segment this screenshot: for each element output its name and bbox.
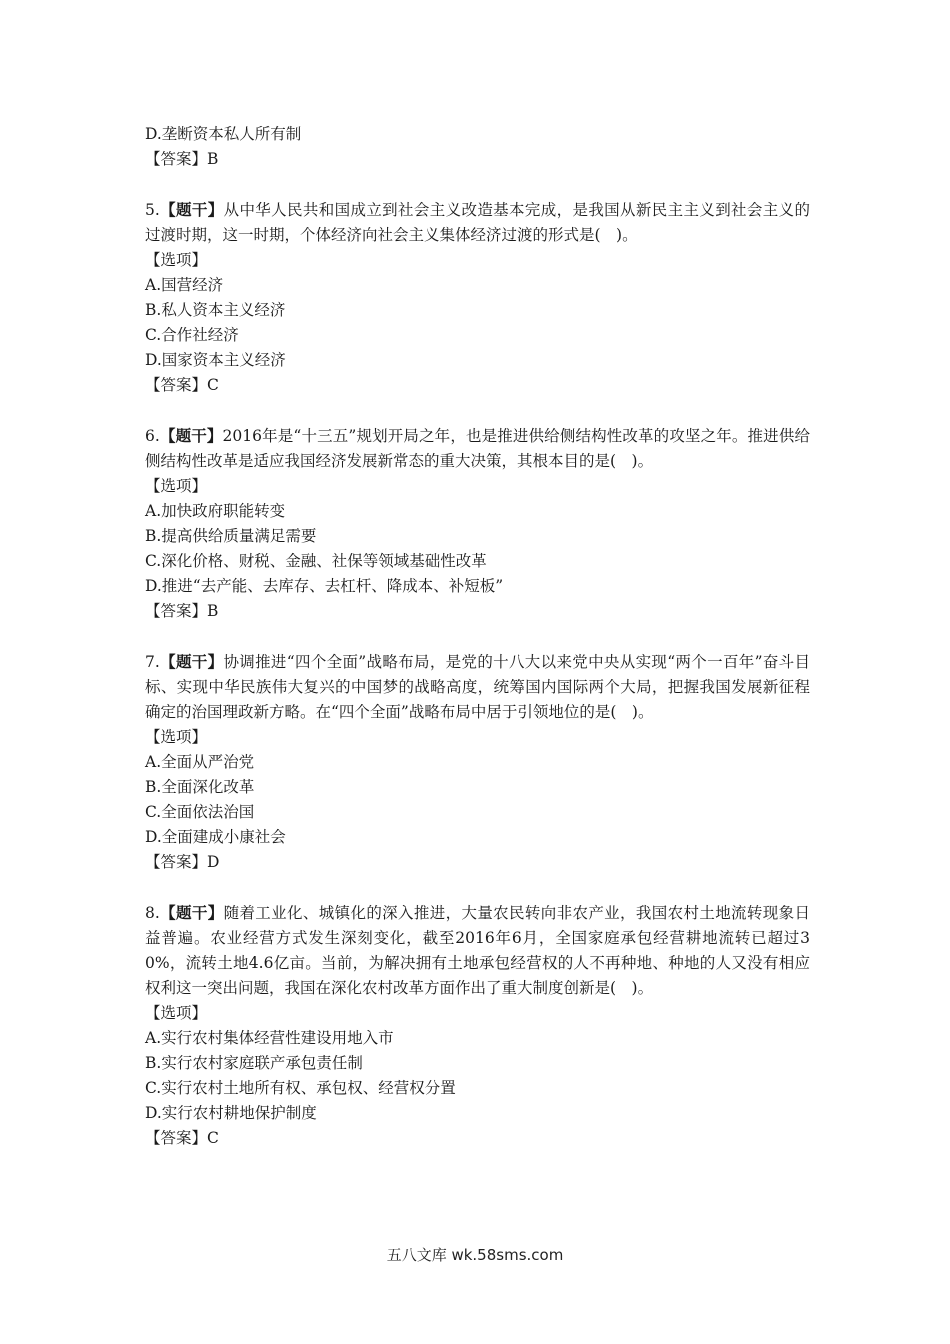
question-number: 8. <box>145 904 160 922</box>
stem-label: 【题干】 <box>159 426 223 445</box>
option-b: B.全面深化改革 <box>145 778 255 796</box>
option-a: A.实行农村集体经营性建设用地入市 <box>145 1029 394 1047</box>
answer: 【答案】D <box>145 853 220 871</box>
document-body <box>145 122 810 1151</box>
stem-text: 随着工业化、城镇化的深入推进，大量农民转向非农产业，我国农村土地流转现象日益普遍。农业经营方式发生深刻变化，截至2016年6月，全国家庭承包经营耕地流转已超过30%，流转土地4.6亿亩。当前，为解决拥有土地承包经营权的人不再种地、种地的人又没有相应权利这一突出问题，我国在深化农村改革方面作出了重大制度创新是( )。 <box>145 904 810 997</box>
option-d: D.实行农村耕地保护制度 <box>145 1104 317 1122</box>
question-8 <box>145 900 810 1151</box>
stem-text: 从中华人民共和国成立到社会主义改造基本完成，是我国从新民主主义到社会主义的过渡时期，这一时期，个体经济向社会主义集体经济过渡的形式是( )。 <box>145 201 810 244</box>
option-d: D.推进“去产能、去库存、去杠杆、降成本、补短板” <box>145 577 504 595</box>
options-label: 【选项】 <box>145 728 208 746</box>
option-d: D.国家资本主义经济 <box>145 351 286 369</box>
options-label: 【选项】 <box>145 251 208 269</box>
answer: 【答案】B <box>145 150 219 168</box>
question-5 <box>145 197 810 398</box>
option-a: A.加快政府职能转变 <box>145 502 286 520</box>
option-b: B.提高供给质量满足需要 <box>145 527 317 545</box>
question-6 <box>145 423 810 624</box>
answer: 【答案】C <box>145 1129 219 1147</box>
stem-text: 2016年是“十三五”规划开局之年，也是推进供给侧结构性改革的攻坚之年。推进供给侧结构性改革是适应我国经济发展新常态的重大决策，其根本目的是( )。 <box>145 427 810 470</box>
option-c: C.实行农村土地所有权、承包权、经营权分置 <box>145 1079 456 1097</box>
question-number: 6. <box>145 427 160 445</box>
option-c: C.全面依法治国 <box>145 803 255 821</box>
stem-label: 【题干】 <box>159 200 224 219</box>
answer: 【答案】C <box>145 376 219 394</box>
option-a: A.国营经济 <box>145 276 224 294</box>
option-d: D.全面建成小康社会 <box>145 828 286 846</box>
prev-question-tail <box>145 122 810 172</box>
option-a: A.全面从严治党 <box>145 753 255 771</box>
stem-label: 【题干】 <box>159 652 224 671</box>
option-c: C.合作社经济 <box>145 326 239 344</box>
question-number: 5. <box>145 201 160 219</box>
question-stem <box>145 649 810 725</box>
question-stem <box>145 197 810 248</box>
footer-watermark: 五八文库 wk.58sms.com <box>386 1246 564 1264</box>
question-stem <box>145 423 810 474</box>
options-label: 【选项】 <box>145 477 208 495</box>
question-7 <box>145 649 810 875</box>
options-label: 【选项】 <box>145 1004 208 1022</box>
option-c: C.深化价格、财税、金融、社保等领域基础性改革 <box>145 552 487 570</box>
stem-label: 【题干】 <box>159 903 224 922</box>
answer: 【答案】B <box>145 602 219 620</box>
option-d: D.垄断资本私人所有制 <box>145 125 302 143</box>
option-b: B.私人资本主义经济 <box>145 301 286 319</box>
stem-text: 协调推进“四个全面”战略布局，是党的十八大以来党中央从实现“两个一百年”奋斗目标、实现中华民族伟大复兴的中国梦的战略高度，统筹国内国际两个大局，把握我国发展新征程确定的治国理政新方略。在“四个全面”战略布局中居于引领地位的是( )。 <box>145 653 810 721</box>
question-stem <box>145 900 810 1001</box>
option-b: B.实行农村家庭联产承包责任制 <box>145 1054 363 1072</box>
question-number: 7. <box>145 653 160 671</box>
